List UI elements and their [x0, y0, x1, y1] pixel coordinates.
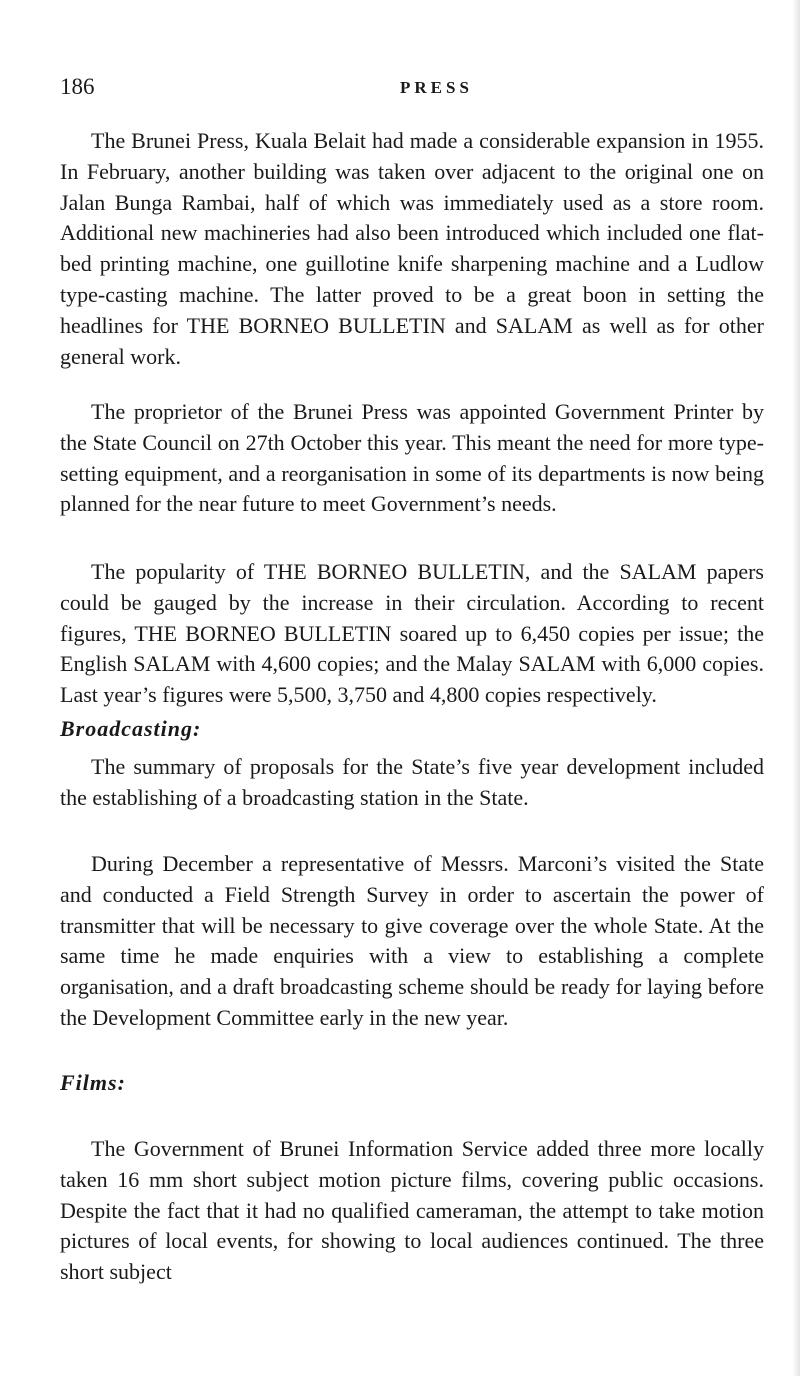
- page-edge-shadow: [792, 0, 800, 1376]
- section-heading-broadcasting: Broadcasting:: [60, 716, 202, 741]
- paragraph-brunei-press-expansion: The Brunei Press, Kuala Belait had made a considerable expansion in 1955. In February, another building was taken over adjacent to the original one on Jalan Bunga Rambai, half of which was immediately used as a store room. Additional new machineries had also been introduced which included one flat-bed printing machine, one guillotine knife sharpening machine and a Ludlow type-casting machine. The latter proved to be a great boon in setting the headlines for THE BORNEO BULLETIN and SALAM as well as for other general work.: [60, 128, 764, 369]
- paragraph-circulation: The popularity of THE BORNEO BULLETIN, and the SALAM papers could be gauged by the increase in their circulation. According to recent figures, THE BORNEO BULLETIN soared up to 6,450 copies per issue; the English SALAM with 4,600 copies; and the Malay SALAM with 6,000 copies. Last year’s figures were 5,500, 3,750 and 4,800 copies respectively.: [60, 559, 764, 708]
- section-heading-films: Films:: [60, 1070, 126, 1095]
- paragraph-marconi-survey: During December a representative of Messrs. Marconi’s visited the State and conducted a Field Strength Survey in order to ascertain the power of transmitter that will be necessary to give coverage over the whole State. At the same time he made enquiries with a view to establishing a complete organisation, and a draft broadcasting scheme should be ready for laying before the Development Committee early in the new year.: [60, 851, 764, 1030]
- paragraph-broadcasting-proposal: The summary of proposals for the State’s five year development included the establishing of a broadcasting station in the State.: [60, 754, 764, 810]
- running-head: PRESS: [400, 78, 473, 97]
- page-header: [60, 74, 760, 108]
- paragraph-government-printer: The proprietor of the Brunei Press was appointed Government Printer by the State Council on 27th October this year. This meant the need for more type-setting equipment, and a reorganisation in some of its departments is now being planned for the near future to meet Government’s needs.: [60, 399, 764, 517]
- paragraph-films: The Government of Brunei Information Service added three more locally taken 16 mm short subject motion picture films, covering public occasions. Despite the fact that it had no qualified cameraman, the attempt to take motion pictures of local events, for showing to local audiences continued. The three short subject: [60, 1136, 764, 1285]
- page-number: 186: [60, 74, 95, 99]
